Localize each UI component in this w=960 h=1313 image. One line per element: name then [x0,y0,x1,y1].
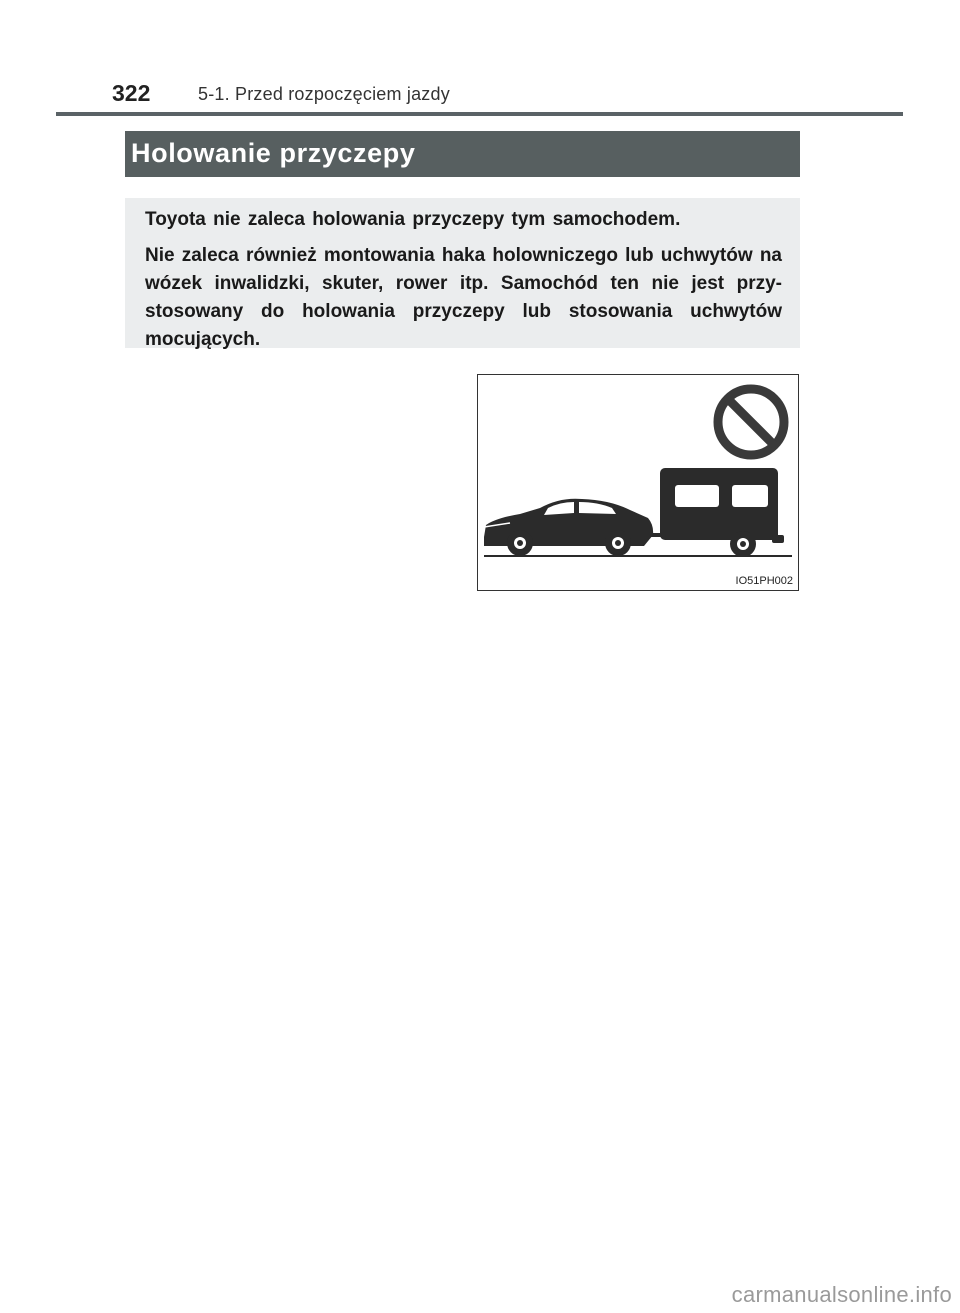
figure-code: IO51PH002 [735,575,793,587]
towing-illustration-drawing [478,375,798,590]
towing-illustration [477,374,799,591]
note-statement: Toyota nie zaleca holowania przyczepy tym samochodem. [145,209,681,230]
note-details: Nie zaleca również montowania haka holowniczego lub uchwytów na wózek inwalidzki, skuter, rower itp. Samochód ten nie jest przy-stosowany do holowania przyczepy lub stosowania uchwytów mocujących. [145,245,782,350]
car-icon [484,499,653,556]
section-title: Holowanie przyczepy [131,138,416,168]
section-heading-bar [125,131,800,177]
watermark: carmanualsonline.info [731,1282,952,1307]
page-header [0,0,960,120]
page-number: 322 [112,80,151,106]
prohibition-icon [718,389,784,455]
header-divider [56,112,903,116]
trailer-icon [644,468,784,557]
chapter-title: 5-1. Przed rozpoczęciem jazdy [198,84,450,104]
caution-note-box [125,198,800,348]
